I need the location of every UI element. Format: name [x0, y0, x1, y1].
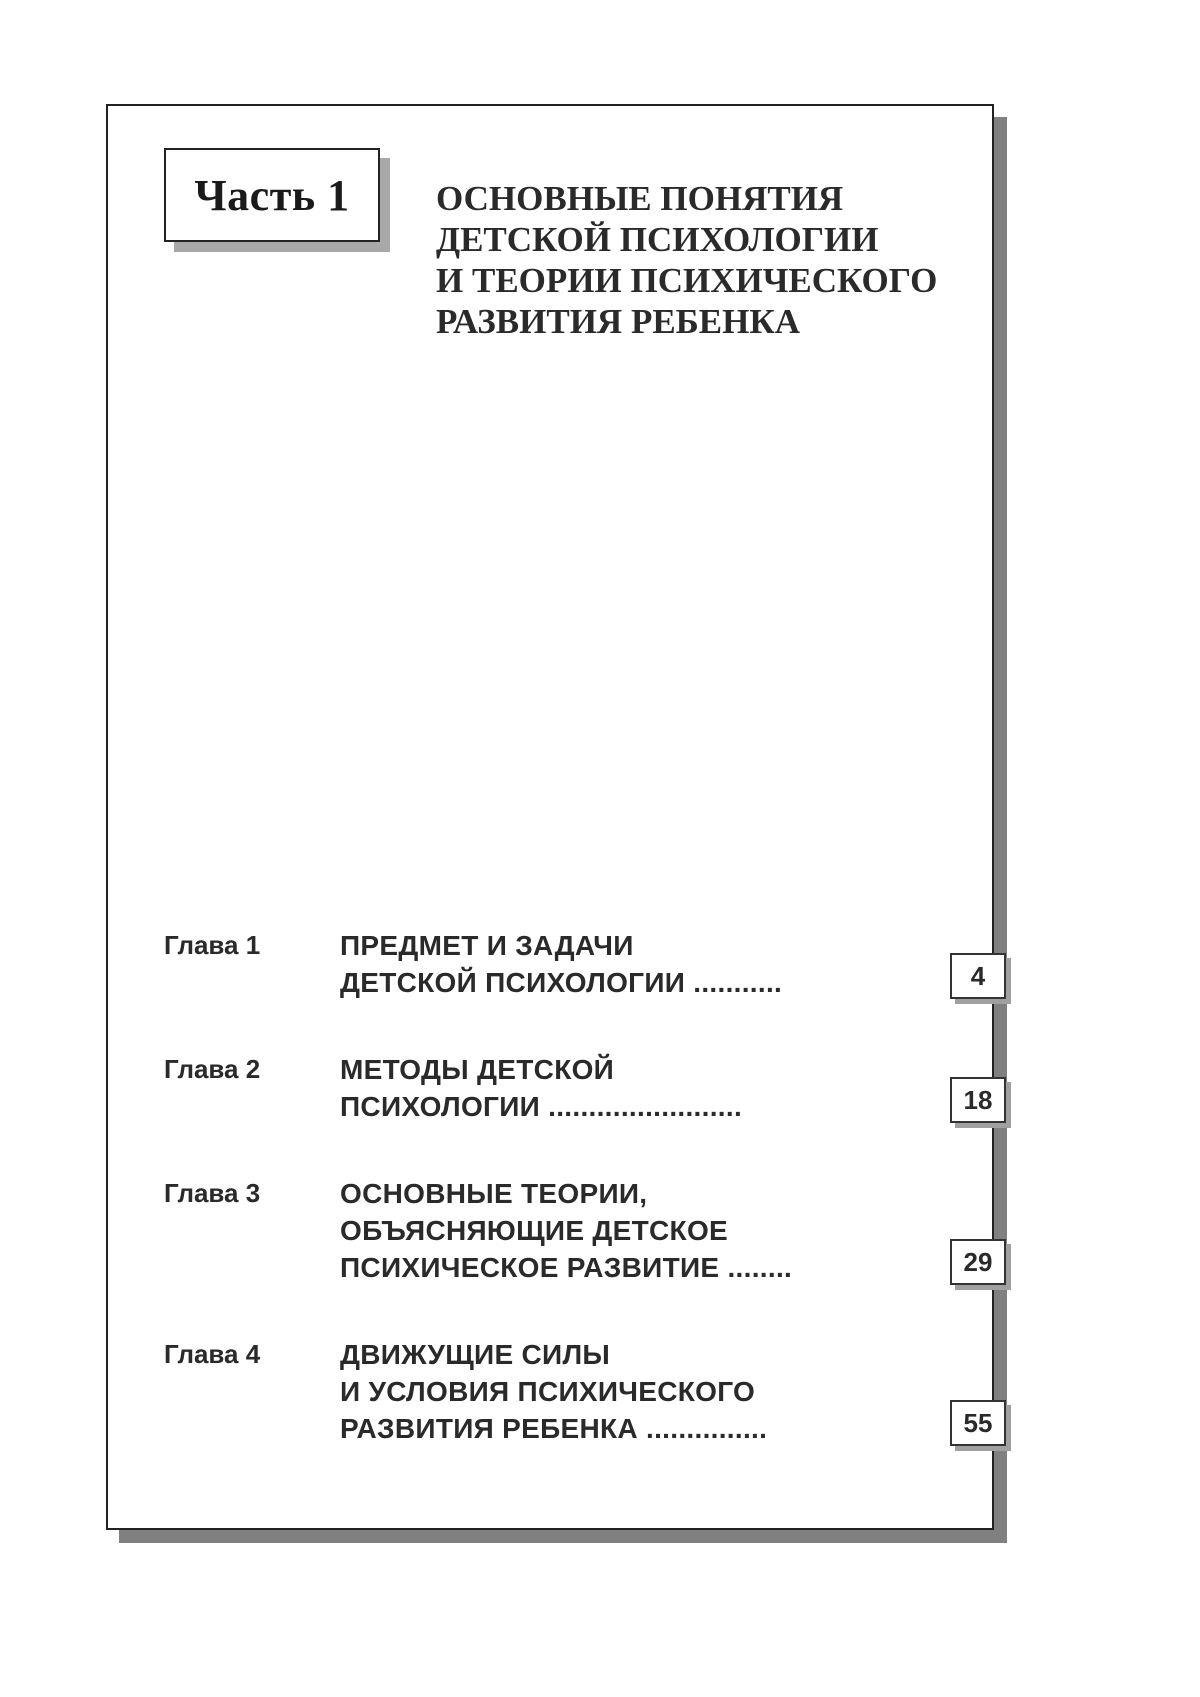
chapter-title: [340, 1175, 810, 1286]
chapter-label: Глава 3: [164, 1178, 261, 1208]
chapter-label: Глава 4: [164, 1339, 261, 1369]
page-number-box[interactable]: 18: [950, 1077, 1006, 1123]
chapter-title-line: ПСИХОЛОГИИ ........................: [340, 1091, 743, 1122]
chapter-title-line: ОБЪЯСНЯЮЩИЕ ДЕТСКОЕ: [340, 1215, 728, 1246]
part-title-line: РАЗВИТИЯ РЕБЕНКА: [436, 302, 801, 341]
part-title: [436, 178, 976, 342]
part-title-line: ОСНОВНЫЕ ПОНЯТИЯ: [436, 179, 844, 218]
chapter-title-line: ДЕТСКОЙ ПСИХОЛОГИИ ...........: [340, 967, 783, 998]
chapter-title: [340, 1051, 810, 1125]
chapter-title-line: ОСНОВНЫЕ ТЕОРИИ,: [340, 1178, 648, 1209]
chapter-title: [340, 927, 810, 1001]
chapter-title: [340, 1336, 810, 1447]
chapter-title-line: И УСЛОВИЯ ПСИХИЧЕСКОГО: [340, 1376, 756, 1407]
page-number-box[interactable]: 4: [950, 953, 1006, 999]
page-number-box[interactable]: 29: [950, 1239, 1006, 1285]
part-title-line: ДЕТСКОЙ ПСИХОЛОГИИ: [436, 220, 879, 259]
chapter-label: Глава 1: [164, 930, 261, 960]
part-title-line: И ТЕОРИИ ПСИХИЧЕСКОГО: [436, 261, 938, 300]
chapter-title-line: РАЗВИТИЯ РЕБЕНКА ...............: [340, 1413, 768, 1444]
page-number-box[interactable]: 55: [950, 1400, 1006, 1446]
chapter-title-line: МЕТОДЫ ДЕТСКОЙ: [340, 1054, 615, 1085]
chapter-title-line: ПСИХИЧЕСКОЕ РАЗВИТИЕ ........: [340, 1252, 793, 1283]
part-label-box: [164, 148, 380, 242]
page-sheet: [106, 104, 994, 1530]
chapter-title-line: ПРЕДМЕТ И ЗАДАЧИ: [340, 930, 634, 961]
part-label: Часть 1: [194, 170, 350, 220]
chapter-label: Глава 2: [164, 1054, 261, 1084]
chapter-title-line: ДВИЖУЩИЕ СИЛЫ: [340, 1339, 611, 1370]
